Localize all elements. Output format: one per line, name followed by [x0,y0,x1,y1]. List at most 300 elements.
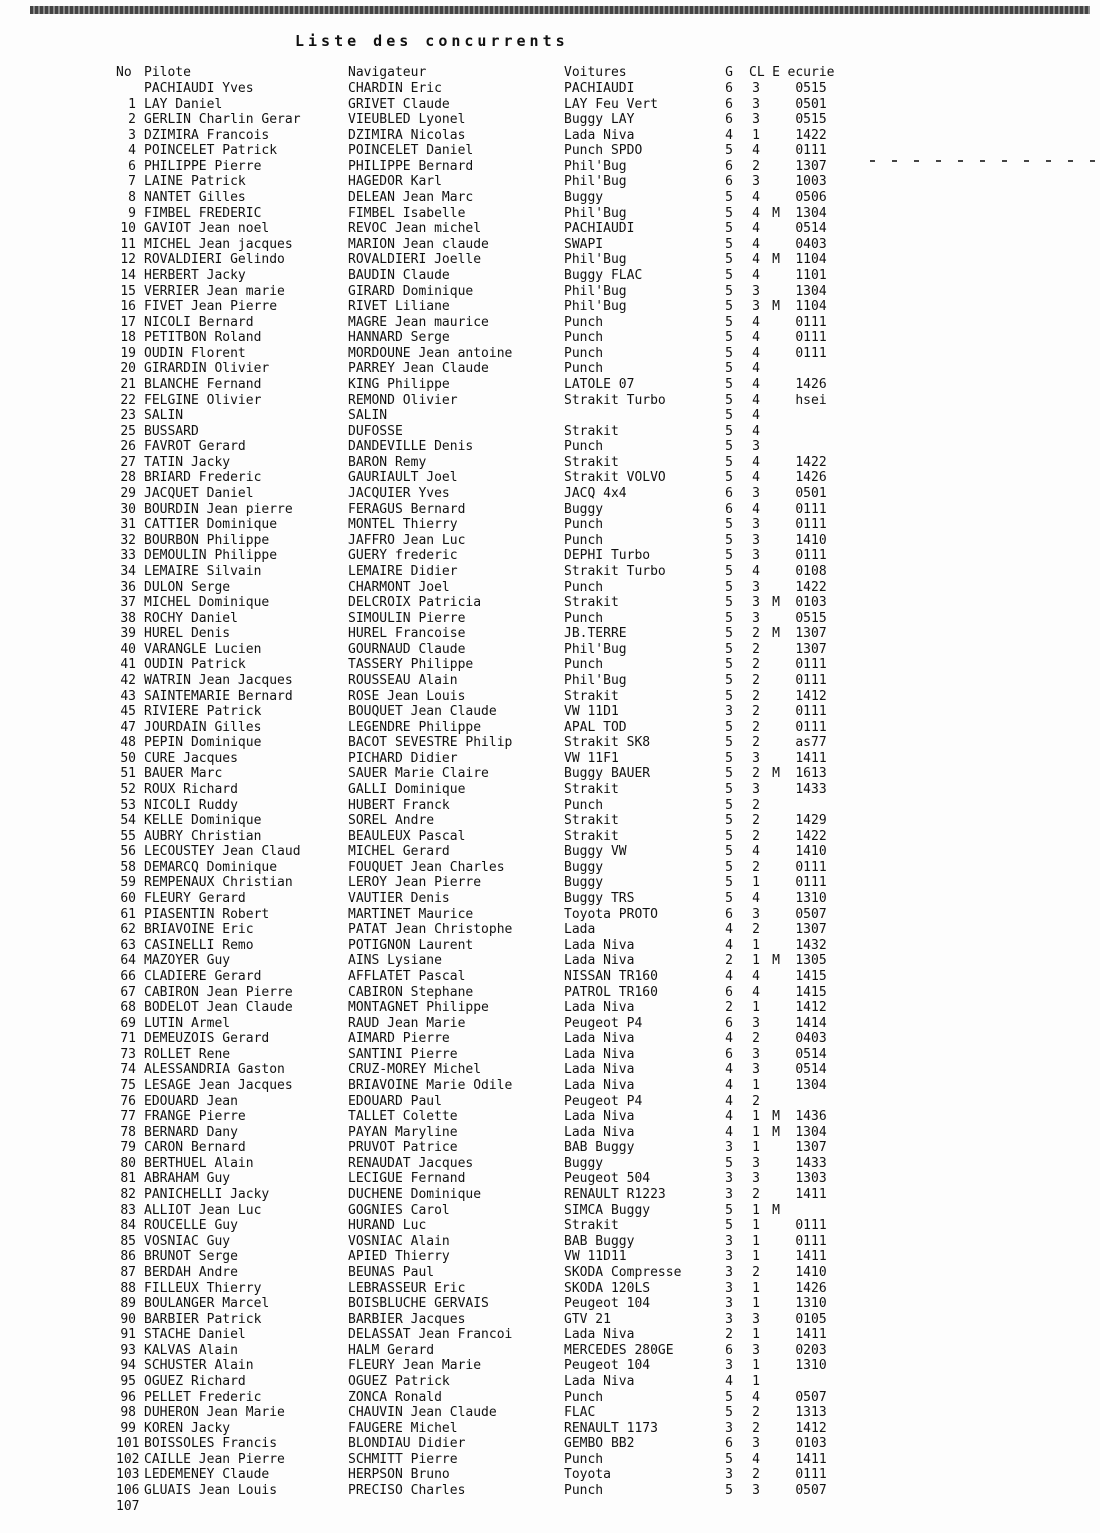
row-g: 3 [725,1171,733,1187]
row-g: 4 [725,922,733,938]
row-voiture: SIMCA Buggy [564,1202,651,1218]
table-row [116,657,856,673]
row-navigateur: MICHEL Gerard [348,844,450,860]
table-row [116,595,856,611]
row-ecurie: as77 [795,735,827,751]
row-voiture: MERCEDES 280GE [564,1342,674,1358]
row-navigateur: AIMARD Pierre [348,1031,450,1047]
row-navigateur: MARTINET Maurice [348,906,474,922]
row-navigateur: LEMAIRE Didier [348,563,458,579]
table-row [116,1078,856,1094]
row-pilote: DEMEUZOIS Gerard [144,1031,270,1047]
header-g: G [725,65,733,80]
row-ecurie: 0507 [795,1389,827,1405]
row-pilote: NICOLI Ruddy [144,797,238,813]
row-ecurie: 1410 [795,532,827,548]
row-cl: 1 [752,127,760,143]
row-voiture: Punch [564,439,604,455]
table-row [116,252,856,268]
row-g: 6 [725,486,733,502]
row-cl: 2 [752,1093,760,1109]
row-g: 5 [725,236,733,252]
row-no: 51 [120,766,136,782]
row-g: 3 [725,1420,733,1436]
row-ecurie: 0514 [795,1046,827,1062]
table-row [116,361,856,377]
row-navigateur: LEBRASSEUR Eric [348,1280,466,1296]
row-g: 6 [725,906,733,922]
row-ecurie: 1422 [795,454,827,470]
row-pilote: AUBRY Christian [144,828,262,844]
table-header [116,64,856,81]
row-pilote: PIASENTIN Robert [144,906,270,922]
row-no: 53 [120,797,136,813]
row-no: 91 [120,1327,136,1343]
row-voiture: Punch [564,610,604,626]
row-cl: 2 [752,641,760,657]
row-ecurie: hsei [795,392,827,408]
row-g: 5 [725,579,733,595]
row-g: 2 [725,1327,733,1343]
row-navigateur: CHARMONT Joel [348,579,450,595]
row-pilote: BRUNOT Serge [144,1249,238,1265]
row-pilote: DZIMIRA Francois [144,127,270,143]
row-g: 3 [725,1280,733,1296]
row-cl: 1 [752,1233,760,1249]
row-voiture: Lada Niva [564,127,635,143]
row-navigateur: GOGNIES Carol [348,1202,450,1218]
table-row [116,221,856,237]
row-navigateur: ROUSSEAU Alain [348,672,458,688]
row-g: 5 [725,1155,733,1171]
row-cl: 1 [752,1109,760,1125]
row-g: 5 [725,439,733,455]
row-voiture: Lada Niva [564,1124,635,1140]
row-g: 5 [725,813,733,829]
row-pilote: KELLE Dominique [144,813,262,829]
row-no: 94 [120,1358,136,1374]
row-navigateur: MONTAGNET Philippe [348,1000,489,1016]
row-cl: 3 [752,1015,760,1031]
row-g: 5 [725,859,733,875]
row-voiture: Strakit SK8 [564,735,651,751]
row-voiture: Punch [564,1483,604,1499]
table-row [116,1031,856,1047]
row-no: 29 [120,486,136,502]
row-navigateur: DELCROIX Patricia [348,595,482,611]
row-voiture: Strakit [564,595,619,611]
row-cl: 2 [752,719,760,735]
table-body [116,81,856,1514]
row-pilote: CAILLE Jean Pierre [144,1451,285,1467]
row-cl: 2 [752,1187,760,1203]
row-pilote: CURE Jacques [144,750,238,766]
row-voiture: Punch [564,361,604,377]
row-ecurie: 1104 [795,299,827,315]
row-g: 3 [725,704,733,720]
row-navigateur: MORDOUNE Jean antoine [348,345,513,361]
table-row [116,1234,856,1250]
row-pilote: RIVIERE Patrick [144,704,262,720]
row-navigateur: SOREL Andre [348,813,435,829]
row-navigateur: OGUEZ Patrick [348,1373,450,1389]
row-ecurie: 0111 [795,672,827,688]
table-row [116,455,856,471]
table-row [116,829,856,845]
row-no: 74 [120,1062,136,1078]
row-voiture: Lada Niva [564,1078,635,1093]
row-pilote: JACQUET Daniel [144,486,254,502]
row-g: 3 [725,1358,733,1374]
row-pilote: FIVET Jean Pierre [144,299,278,315]
row-no: 89 [120,1296,136,1312]
table-row [116,128,856,144]
row-voiture: Phil'Bug [564,672,627,688]
row-no: 16 [120,299,136,315]
row-no: 87 [120,1264,136,1280]
table-row [116,938,856,954]
row-no: 82 [120,1187,136,1203]
row-g: 6 [725,501,733,517]
row-ecurie: 1426 [795,1280,827,1296]
row-cl: 1 [752,1373,760,1389]
row-pilote: SALIN [144,408,184,424]
row-navigateur: BOUQUET Jean Claude [348,704,497,720]
row-voiture: Lada Niva [564,1109,635,1125]
row-pilote: KOREN Jacky [144,1420,231,1436]
table-row [116,1016,856,1032]
row-cl: 4 [752,267,760,283]
row-cl: 4 [752,190,760,206]
header-no: No [116,65,132,80]
row-cl: 1 [752,1202,760,1218]
row-no: 78 [120,1124,136,1140]
row-g: 3 [725,1296,733,1312]
row-ecurie: 1307 [795,158,827,174]
row-pilote: BOULANGER Marcel [144,1296,270,1312]
row-e: M [772,252,780,268]
row-cl: 2 [752,704,760,720]
row-pilote: WATRIN Jean Jacques [144,672,293,688]
row-no: 8 [128,190,136,206]
table-row [116,766,856,782]
row-cl: 4 [752,984,760,1000]
table-row [116,1312,856,1328]
row-no: 58 [120,859,136,875]
row-cl: 2 [752,688,760,704]
row-g: 5 [725,190,733,206]
row-pilote: NICOLI Bernard [144,314,254,330]
row-navigateur: AINS Lysiane [348,953,442,969]
table-row [116,1094,856,1110]
row-voiture: LATOLE 07 [564,376,635,392]
row-pilote: HERBERT Jacky [144,267,246,283]
row-e: M [772,1202,780,1218]
row-ecurie: 0515 [795,112,827,128]
row-voiture: Punch [564,330,604,346]
row-pilote: FRANGE Pierre [144,1109,246,1125]
row-ecurie: 1412 [795,1420,827,1436]
row-cl: 3 [752,1171,760,1187]
row-voiture: JACQ 4x4 [564,486,627,502]
table-row [116,1483,856,1499]
row-navigateur: SANTINI Pierre [348,1046,458,1062]
row-cl: 3 [752,750,760,766]
row-g: 6 [725,1342,733,1358]
row-voiture: SKODA Compresse [564,1264,682,1280]
row-navigateur: GUERY frederic [348,548,458,564]
row-no: 68 [120,1000,136,1016]
row-pilote: ROUX Richard [144,782,238,798]
row-no: 31 [120,517,136,533]
row-pilote: ABRAHAM Guy [144,1171,231,1187]
row-cl: 3 [752,81,760,96]
row-navigateur: BEAULEUX Pascal [348,828,466,844]
row-g: 5 [725,719,733,735]
row-cl: 3 [752,174,760,190]
table-row [116,1467,856,1483]
row-voiture: Strakit [564,423,619,439]
row-pilote: DEMARCQ Dominique [144,859,278,875]
row-voiture: Punch [564,579,604,595]
row-e: M [772,626,780,642]
row-pilote: GERLIN Charlin Gerar [144,112,301,128]
row-pilote: LEMAIRE Silvain [144,563,262,579]
row-cl: 4 [752,314,760,330]
row-voiture: Strakit [564,1218,619,1234]
table-row [116,1421,856,1437]
table-row [116,1405,856,1421]
header-pilote: Pilote [144,65,191,80]
row-ecurie: 1104 [795,252,827,268]
row-cl: 4 [752,252,760,268]
row-g: 5 [725,283,733,299]
row-voiture: Peugeot 104 [564,1358,651,1374]
row-ecurie: 0514 [795,1062,827,1078]
row-cl: 3 [752,579,760,595]
table-row [116,813,856,829]
row-cl: 4 [752,1389,760,1405]
row-ecurie: 1410 [795,844,827,860]
row-navigateur: PICHARD Didier [348,750,458,766]
row-ecurie: 0403 [795,236,827,252]
table-row [116,1203,856,1219]
row-cl: 2 [752,1420,760,1436]
table-row [116,268,856,284]
row-pilote: EDOUARD Jean [144,1093,238,1109]
row-cl: 2 [752,859,760,875]
row-no: 32 [120,532,136,548]
row-g: 5 [725,828,733,844]
table-row [116,1109,856,1125]
row-cl: 2 [752,158,760,174]
row-ecurie: 0111 [795,1218,827,1234]
row-ecurie: 1429 [795,813,827,829]
row-no: 15 [120,283,136,299]
row-no: 22 [120,392,136,408]
row-g: 6 [725,1046,733,1062]
row-ecurie: 1412 [795,688,827,704]
row-cl: 3 [752,548,760,564]
row-g: 3 [725,1140,733,1156]
row-ecurie: 1433 [795,1155,827,1171]
row-pilote: DUHERON Jean Marie [144,1405,285,1421]
table-row [116,174,856,190]
row-voiture: Peugeot 504 [564,1171,651,1187]
row-navigateur: BOISBLUCHE GERVAIS [348,1296,489,1312]
table-row [116,860,856,876]
row-voiture: BAB Buggy [564,1233,635,1249]
row-no: 102 [116,1451,140,1467]
row-ecurie: 0515 [795,610,827,626]
row-ecurie: 0103 [795,1436,827,1452]
row-cl: 4 [752,844,760,860]
row-voiture: PATROL TR160 [564,984,658,1000]
row-ecurie: 0506 [795,190,827,206]
row-g: 5 [725,797,733,813]
row-no: 28 [120,470,136,486]
table-row [116,1125,856,1141]
row-no: 21 [120,376,136,392]
row-g: 3 [725,1233,733,1249]
row-ecurie: 1422 [795,127,827,143]
row-ecurie: 1307 [795,1140,827,1156]
row-navigateur: BLONDIAU Didier [348,1436,466,1452]
row-voiture: Peugeot 104 [564,1296,651,1312]
row-pilote: OGUEZ Richard [144,1373,246,1389]
row-navigateur: APIED Thierry [348,1249,450,1265]
row-navigateur: GALLI Dominique [348,782,466,798]
row-g: 2 [725,953,733,969]
row-navigateur: RENAUDAT Jacques [348,1155,474,1171]
row-g: 5 [725,1389,733,1405]
row-navigateur: JAFFRO Jean Luc [348,532,466,548]
row-navigateur: ROSE Jean Louis [348,688,466,704]
table-row [116,922,856,938]
row-ecurie: 1003 [795,174,827,190]
row-voiture: Toyota [564,1467,611,1483]
row-ecurie: 0103 [795,595,827,611]
row-navigateur: LEGENDRE Philippe [348,719,482,735]
row-navigateur: DZIMIRA Nicolas [348,127,466,143]
row-pilote: STACHE Daniel [144,1327,246,1343]
row-no: 79 [120,1140,136,1156]
row-cl: 2 [752,797,760,813]
row-g: 4 [725,1078,733,1093]
row-no: 81 [120,1171,136,1187]
row-navigateur: ZONCA Ronald [348,1389,442,1405]
row-voiture: Lada Niva [564,1031,635,1047]
row-pilote: TATIN Jacky [144,454,231,470]
table-row [116,486,856,502]
row-g: 3 [725,1467,733,1483]
table-row [116,1156,856,1172]
row-pilote: DULON Serge [144,579,231,595]
table-row [116,470,856,486]
row-g: 6 [725,81,733,96]
row-g: 3 [725,1187,733,1203]
row-no: 42 [120,672,136,688]
row-ecurie: 1411 [795,1451,827,1467]
row-navigateur: GRIVET Claude [348,96,450,112]
row-voiture: Strakit Turbo [564,563,666,579]
row-no: 99 [120,1420,136,1436]
row-cl: 3 [752,1311,760,1327]
row-pilote: FELGINE Olivier [144,392,262,408]
row-g: 5 [725,891,733,907]
row-navigateur: PHILIPPE Bernard [348,158,474,174]
row-g: 4 [725,1124,733,1140]
row-navigateur: KING Philippe [348,376,450,392]
row-pilote: LESAGE Jean Jacques [144,1078,293,1093]
row-cl: 1 [752,1078,760,1093]
row-pilote: LECOUSTEY Jean Claud [144,844,301,860]
row-no: 48 [120,735,136,751]
row-cl: 4 [752,236,760,252]
row-ecurie: 1305 [795,953,827,969]
row-no: 40 [120,641,136,657]
row-no: 38 [120,610,136,626]
row-pilote: ROUCELLE Guy [144,1218,238,1234]
row-cl: 2 [752,766,760,782]
row-g: 5 [725,844,733,860]
row-voiture: NISSAN TR160 [564,968,658,984]
row-no: 14 [120,267,136,283]
row-cl: 3 [752,439,760,455]
row-voiture: Lada Niva [564,953,635,969]
row-cl: 4 [752,423,760,439]
table-row [116,439,856,455]
row-g: 5 [725,1202,733,1218]
row-navigateur: FOUQUET Jean Charles [348,859,505,875]
row-no: 80 [120,1155,136,1171]
row-voiture: PACHIAUDI [564,81,635,96]
row-no: 103 [116,1467,140,1483]
row-pilote: PETITBON Roland [144,330,262,346]
row-ecurie: 1422 [795,828,827,844]
table-row [116,1265,856,1281]
row-no: 11 [120,236,136,252]
row-cl: 4 [752,392,760,408]
table-row [116,953,856,969]
row-ecurie: 1304 [795,1124,827,1140]
row-ecurie: 1426 [795,470,827,486]
table-row [116,611,856,627]
row-ecurie: 0111 [795,517,827,533]
row-navigateur: POTIGNON Laurent [348,937,474,953]
row-no: 18 [120,330,136,346]
table-row [116,159,856,175]
row-no: 30 [120,501,136,517]
row-voiture: Buggy [564,1155,604,1171]
row-g: 5 [725,221,733,237]
row-cl: 2 [752,735,760,751]
row-no: 106 [116,1483,140,1499]
row-cl: 4 [752,345,760,361]
row-ecurie: 0108 [795,563,827,579]
row-voiture: Strakit [564,828,619,844]
header-navigateur: Navigateur [348,65,427,80]
row-cl: 4 [752,143,760,159]
row-g: 5 [725,688,733,704]
row-no: 98 [120,1405,136,1421]
table-row [116,907,856,923]
row-navigateur: GIRARD Dominique [348,283,474,299]
table-row [116,81,856,97]
row-pilote: CABIRON Jean Pierre [144,984,293,1000]
row-no: 25 [120,423,136,439]
row-no: 36 [120,579,136,595]
